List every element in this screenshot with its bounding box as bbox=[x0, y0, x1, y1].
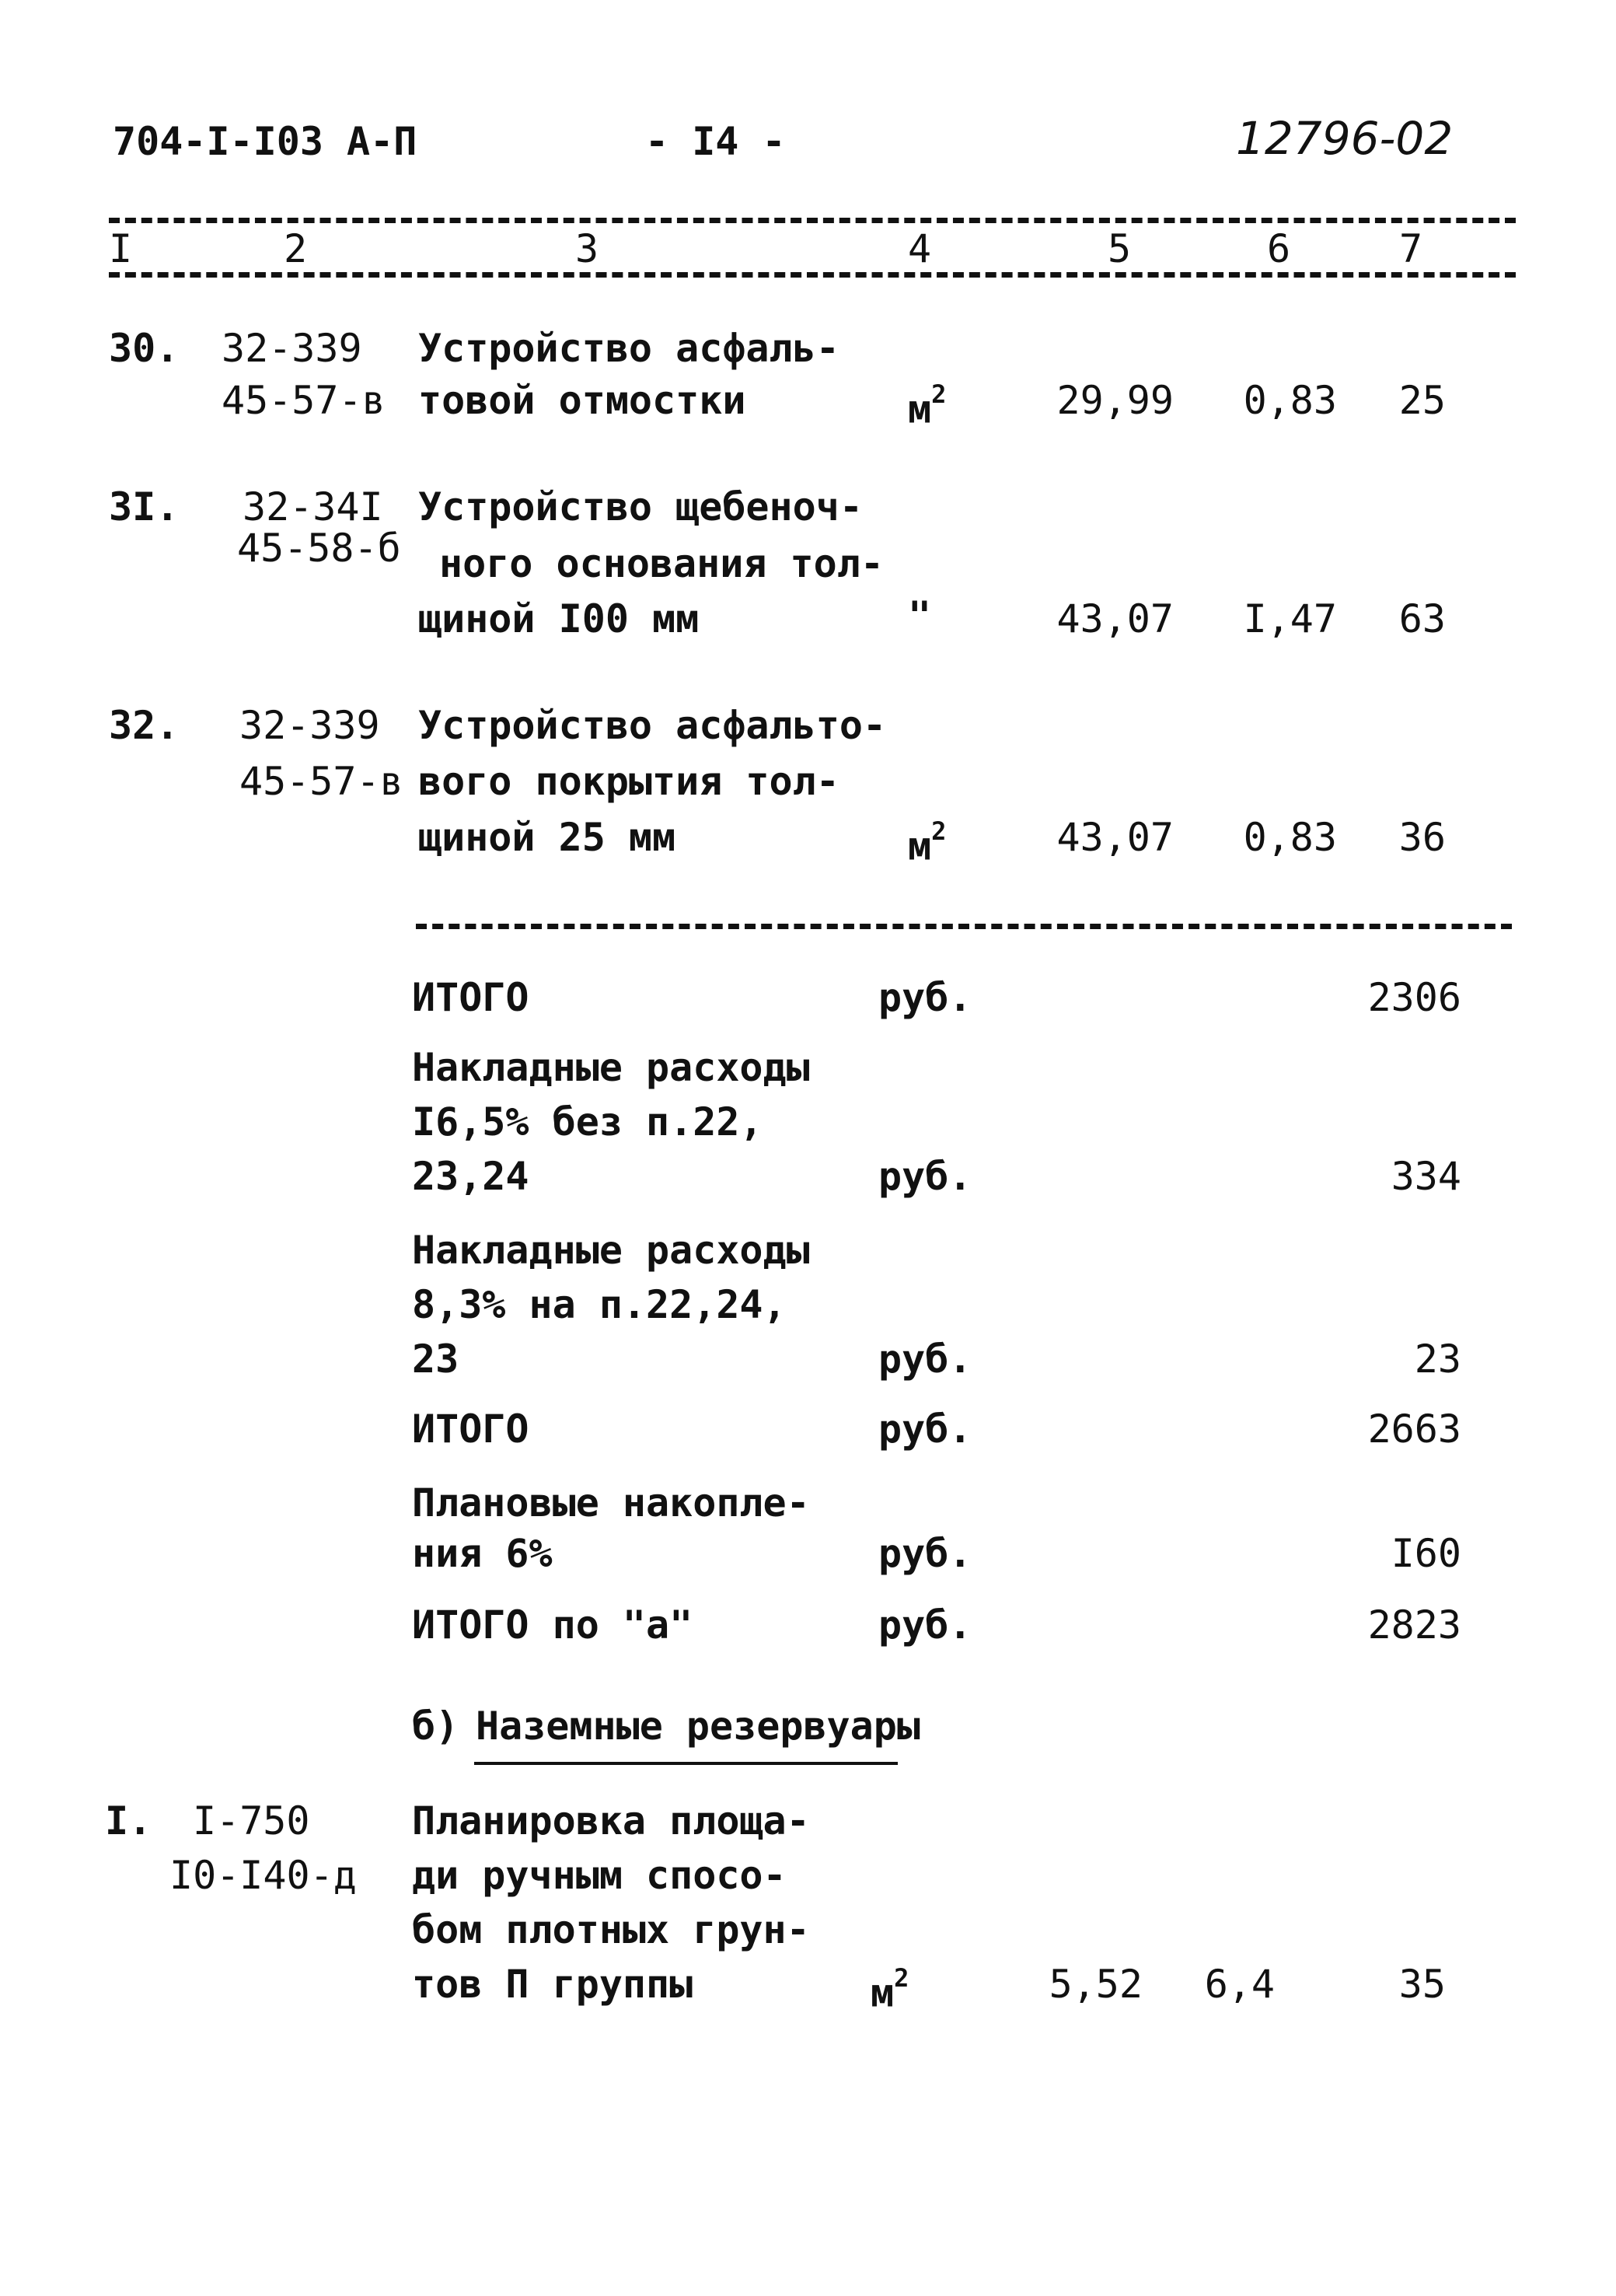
row-description: ного основания тол- bbox=[439, 541, 884, 586]
total-unit: руб. bbox=[878, 1602, 972, 1648]
col-header-3: 3 bbox=[575, 226, 599, 271]
row-unit: $м^2$ bbox=[908, 379, 947, 432]
total-value: 23 bbox=[1414, 1337, 1461, 1382]
total-label: I6,5% без п.22, bbox=[412, 1099, 763, 1145]
total-value: I60 bbox=[1391, 1531, 1461, 1576]
total-unit: руб. bbox=[878, 975, 972, 1020]
row-total: 35 bbox=[1398, 1962, 1446, 2007]
row-description: щиной I00 мм bbox=[418, 596, 700, 641]
col-header-1: I bbox=[109, 226, 133, 271]
total-unit: руб. bbox=[878, 1337, 972, 1382]
total-unit: руб. bbox=[878, 1154, 972, 1199]
page-number: - I4 - bbox=[645, 119, 786, 164]
row-description: Устройство асфальто- bbox=[418, 703, 887, 748]
total-label: Плановые накопле- bbox=[412, 1480, 810, 1525]
row-number: I. bbox=[105, 1798, 152, 1843]
row-code: I-750 bbox=[193, 1798, 310, 1843]
row-code: 45-57-в bbox=[222, 378, 386, 423]
total-label: ИТОГО по "а" bbox=[412, 1602, 693, 1648]
row-description: товой отмостки bbox=[418, 378, 746, 423]
total-label: Накладные расходы bbox=[412, 1228, 810, 1273]
handwritten-number: 12796-02 bbox=[1236, 112, 1454, 165]
section-prefix: б) bbox=[412, 1704, 459, 1749]
col-header-6: 6 bbox=[1267, 226, 1291, 271]
row-code: 32-339 bbox=[222, 326, 362, 371]
header-bottom-rule bbox=[109, 272, 1516, 278]
row-quantity: 5,52 bbox=[1049, 1962, 1143, 2007]
total-label: 23,24 bbox=[412, 1154, 529, 1199]
row-quantity: 43,07 bbox=[1056, 596, 1174, 641]
row-code: 32-339 bbox=[239, 703, 380, 748]
total-value: 2823 bbox=[1367, 1602, 1461, 1648]
row-price: 0,83 bbox=[1243, 815, 1337, 860]
row-price: I,47 bbox=[1243, 596, 1337, 641]
total-value: 2306 bbox=[1367, 975, 1461, 1020]
row-unit: $м^2$ bbox=[871, 1963, 909, 2016]
row-price: 6,4 bbox=[1204, 1962, 1275, 2007]
total-label: 8,3% на п.22,24, bbox=[412, 1282, 787, 1327]
total-label: ния 6% bbox=[412, 1531, 553, 1576]
row-description: тов П группы bbox=[412, 1962, 693, 2007]
row-code: 32-34I bbox=[243, 484, 383, 529]
section-title: Наземные резервуары bbox=[476, 1704, 920, 1749]
total-value: 2663 bbox=[1367, 1407, 1461, 1452]
row-description: ди ручным спосо- bbox=[412, 1853, 787, 1898]
document-code: 704-I-I03 А-П bbox=[113, 119, 417, 164]
row-quantity: 43,07 bbox=[1056, 815, 1174, 860]
row-code: 45-57-в bbox=[239, 759, 403, 804]
header-top-rule bbox=[109, 218, 1516, 223]
row-number: 30. bbox=[109, 326, 180, 371]
col-header-4: 4 bbox=[908, 226, 932, 271]
total-unit: руб. bbox=[878, 1407, 972, 1452]
row-code: I0-I40-д bbox=[169, 1853, 357, 1898]
total-value: 334 bbox=[1391, 1154, 1461, 1199]
row-description: щиной 25 мм bbox=[418, 815, 676, 860]
total-label: ИТОГО bbox=[412, 975, 529, 1020]
row-total: 63 bbox=[1398, 596, 1446, 641]
row-description: бом плотных грун- bbox=[412, 1907, 810, 1952]
col-header-5: 5 bbox=[1108, 226, 1132, 271]
row-description: Устройство асфаль- bbox=[418, 326, 839, 371]
total-label: Накладные расходы bbox=[412, 1045, 810, 1090]
row-code: 45-58-б bbox=[237, 526, 401, 571]
col-header-2: 2 bbox=[284, 226, 308, 271]
row-total: 25 bbox=[1398, 378, 1446, 423]
row-price: 0,83 bbox=[1243, 378, 1337, 423]
row-description: Устройство щебеноч- bbox=[418, 484, 863, 529]
total-unit: руб. bbox=[878, 1531, 972, 1576]
total-label: 23 bbox=[412, 1337, 459, 1382]
section-title-underline bbox=[474, 1762, 898, 1765]
row-total: 36 bbox=[1398, 815, 1446, 860]
row-number: 32. bbox=[109, 703, 180, 748]
row-description: Планировка площа- bbox=[412, 1798, 810, 1843]
col-header-7: 7 bbox=[1399, 226, 1423, 271]
totals-separator bbox=[416, 924, 1512, 929]
row-description: вого покрытия тол- bbox=[418, 759, 839, 804]
row-quantity: 29,99 bbox=[1056, 378, 1174, 423]
total-label: ИТОГО bbox=[412, 1407, 529, 1452]
row-unit: " bbox=[908, 593, 932, 638]
row-number: 3I. bbox=[109, 484, 180, 529]
row-unit: $м^2$ bbox=[908, 816, 947, 869]
